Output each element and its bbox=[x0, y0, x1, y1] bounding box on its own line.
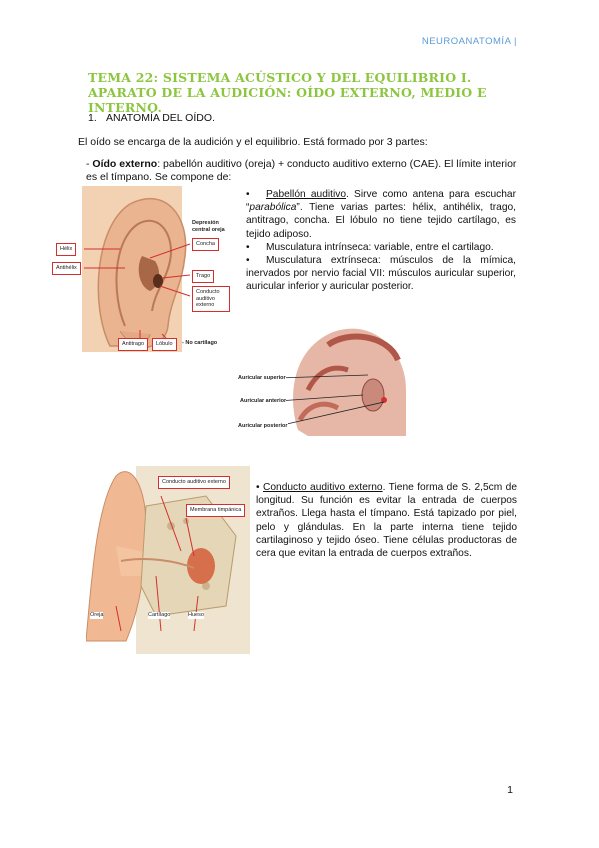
page-title: TEMA 22: SISTEMA ACÚSTICO Y DEL EQUILIBRIO I. APARATO DE LA AUDICIÓN: OÍDO EXTERNO, MEDIO E INTERNO. bbox=[88, 70, 487, 115]
pabellon-term: Pabellón auditivo bbox=[266, 189, 346, 200]
label-cartilago: Cartílago bbox=[148, 612, 171, 618]
label-depresion: Depresión central oreja bbox=[192, 220, 238, 233]
auricular-muscles-figure bbox=[238, 320, 408, 436]
oido-externo-item bbox=[86, 158, 526, 184]
label-membrana-timpanica: Membrana timpánica bbox=[186, 504, 245, 517]
dash-bullet: - bbox=[86, 158, 93, 170]
label-lobulo: Lóbulo bbox=[152, 338, 177, 351]
label-conducto-auditivo: Conducto auditivo externo bbox=[158, 476, 230, 489]
pabellon-list bbox=[246, 188, 516, 294]
label-trago: Trago bbox=[192, 270, 214, 283]
list-item-musculatura-extrinseca: • Musculatura extrínseca: músculos de la mímica, inervados por nervio facial VII: músculos auricular superior, auricular inferior y auricular posterior. bbox=[246, 255, 516, 293]
label-concha: Concha bbox=[192, 238, 219, 251]
label-antihelix: Antihélix bbox=[52, 262, 81, 275]
ear-canal-figure bbox=[86, 466, 250, 654]
label-conducto: Conducto auditivo externo bbox=[192, 286, 230, 312]
label-oreja: Oreja bbox=[90, 612, 104, 618]
list-item-pabellon: • Pabellón auditivo. Sirve como antena para escuchar “parabólica”. Tiene varias partes: hélix, antihélix, trago, antitrago, concha. El lóbulo no tiene tejido cartílago, es tejido adiposo. bbox=[246, 189, 516, 240]
section-heading bbox=[88, 112, 215, 124]
oido-externo-term: Oído externo bbox=[92, 158, 158, 170]
label-auricular-anterior: Auricular anterior bbox=[240, 398, 287, 404]
label-antitrago: Antitrago bbox=[118, 338, 148, 351]
label-helix: Hélix bbox=[56, 243, 76, 256]
section-number: 1. bbox=[88, 112, 97, 124]
oido-externo-text: : pabellón auditivo (oreja) + conducto auditivo externo (CAE). El límite interior es el tímpano. Se compone de: bbox=[86, 158, 517, 183]
label-auricular-posterior: Auricular posterior bbox=[238, 423, 288, 429]
label-auricular-superior: Auricular superior bbox=[238, 375, 286, 381]
list-item-musculatura-intrinseca: • Musculatura intrínseca: variable, entre el cartilago. bbox=[246, 241, 494, 253]
conducto-paragraph: • Conducto auditivo externo. Tiene forma de S. 2,5cm de longitud. Su función es evitar la entrada de cuerpos extraños. Llega hasta el tímpano. Está tapizado por piel, pelo y glándulas. En la parte interna tiene tejido cartilaginoso y tejido óseo. Tiene células productoras de cera que evitan la entrada de cuerpos extraños. bbox=[256, 482, 517, 560]
intro-paragraph: El oído se encarga de la audición y el equilibrio. Está formado por 3 partes: bbox=[78, 136, 428, 148]
section-label: ANATOMÍA DEL OÍDO. bbox=[106, 112, 215, 124]
conducto-term: Conducto auditivo externo bbox=[263, 482, 383, 493]
ear-canal-illustration bbox=[86, 466, 250, 654]
ear-anatomy-figure bbox=[50, 186, 240, 352]
page-number: 1 bbox=[507, 784, 513, 796]
label-no-cartilago: - No cartílago bbox=[182, 340, 218, 346]
running-header: NEUROANATOMÍA | bbox=[421, 36, 517, 47]
label-hueso: Hueso bbox=[188, 612, 204, 618]
